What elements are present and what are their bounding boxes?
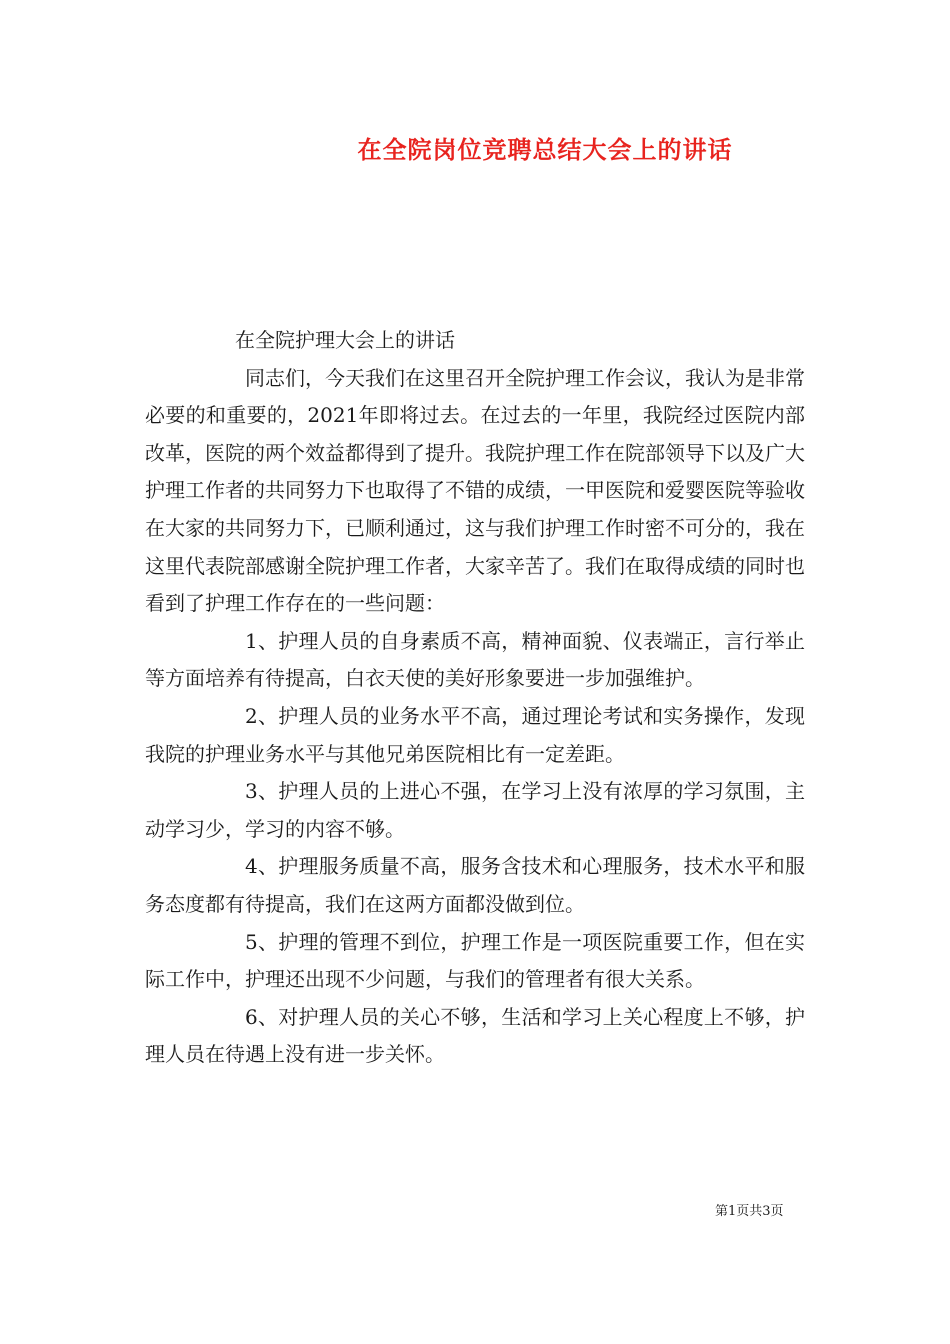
opening-paragraph: 同志们，今天我们在这里召开全院护理工作会议，我认为是非常必要的和重要的，2021年即将过去。在过去的一年里，我院经过医院内部改革，医院的两个效益都得到了提升。我院护理工作在院部领导下以及广大护理工作者的共同努力下也取得了不错的成绩，一甲医院和爱婴医院等验收在大家的共同努力下，已顺利通过，这与我们护理工作时密不可分的，我在这里代表院部感谢全院护理工作者，大家辛苦了。我们在取得成绩的同时也看到了护理工作存在的一些问题：	[145, 365, 805, 616]
issue-item-1: 1、护理人员的自身素质不高，精神面貌、仪表端正，言行举止等方面培养有待提高，白衣天使的美好形象要进一步加强维护。	[145, 628, 805, 691]
document-title: 在全院岗位竞聘总结大会上的讲话	[357, 135, 733, 164]
issue-item-2: 2、护理人员的业务水平不高，通过理论考试和实务操作，发现我院的护理业务水平与其他兄弟医院相比有一定差距。	[145, 703, 805, 766]
speech-subtitle: 在全院护理大会上的讲话	[235, 328, 455, 352]
issue-item-5: 5、护理的管理不到位，护理工作是一项医院重要工作，但在实际工作中，护理还出现不少问题，与我们的管理者有很大关系。	[145, 929, 805, 992]
issue-item-6: 6、对护理人员的关心不够，生活和学习上关心程度上不够，护理人员在待遇上没有进一步关怀。	[145, 1004, 805, 1067]
document-body	[145, 322, 805, 1074]
issue-item-4: 4、护理服务质量不高，服务含技术和心理服务，技术水平和服务态度都有待提高，我们在这两方面都没做到位。	[145, 854, 805, 916]
page-number: 第1页共3页	[715, 1204, 784, 1219]
issue-item-3: 3、护理人员的上进心不强，在学习上没有浓厚的学习氛围，主动学习少，学习的内容不够。	[145, 779, 805, 841]
